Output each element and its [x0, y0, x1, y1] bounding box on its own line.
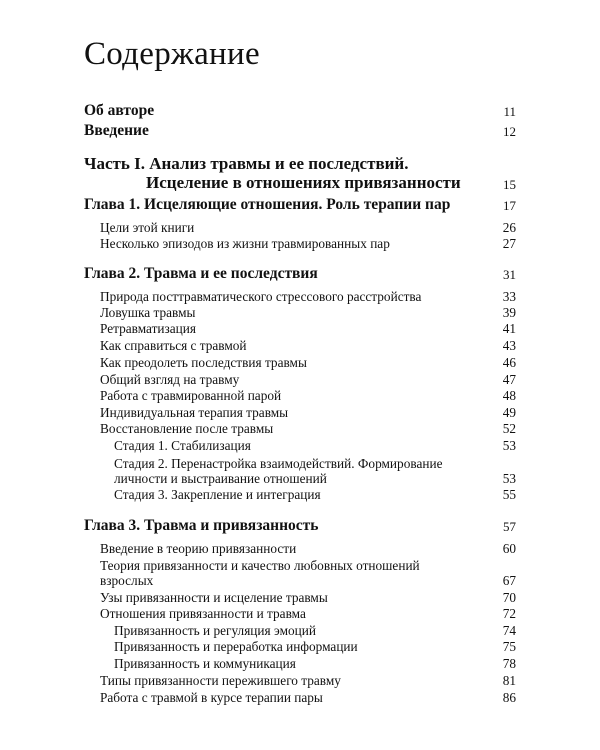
- section-label: Стадия 1. Стабилизация: [114, 438, 251, 453]
- entry-label: Об авторе: [84, 102, 155, 119]
- section-label: Как справиться с травмой: [100, 338, 247, 353]
- part-title-line-1: Часть I. Анализ травмы и ее последствий.: [84, 154, 409, 173]
- page-number: 47: [502, 372, 516, 387]
- section-label: Теория привязанности и качество любовных отношений: [100, 558, 420, 573]
- page-number: 74: [502, 623, 516, 638]
- page-number: 75: [502, 639, 516, 654]
- page-number: 26: [502, 220, 516, 235]
- section-label: Общий взгляд на травму: [100, 372, 240, 387]
- section-label: Работа с травмированной парой: [100, 388, 282, 403]
- page-number: 33: [502, 289, 516, 304]
- section-label: Ретравматизация: [100, 321, 197, 336]
- page-number: 60: [502, 541, 516, 556]
- section-label: Привязанность и переработка информации: [114, 639, 358, 654]
- section-label: Стадия 2. Перенастройка взаимодействий. Формирование: [114, 456, 443, 471]
- page-number: 67: [502, 573, 516, 588]
- page-number: 86: [502, 690, 516, 705]
- page-number: 70: [502, 590, 516, 605]
- page-number: 49: [502, 405, 516, 420]
- section-label: Работа с травмой в курсе терапии пары: [100, 690, 323, 705]
- section-label: Привязанность и регуляция эмоций: [114, 623, 316, 638]
- page-number: 48: [502, 388, 516, 403]
- page-number: 31: [503, 267, 516, 282]
- page-number: 46: [502, 355, 516, 370]
- page-number: 17: [503, 198, 516, 213]
- page-number: 11: [503, 104, 516, 119]
- chapter-title: Глава 3. Травма и привязанность: [84, 517, 319, 534]
- page-number: 43: [502, 338, 516, 353]
- page-number: 15: [503, 177, 516, 192]
- page-number: 53: [502, 471, 516, 486]
- section-label-line-2: личности и выстраивание отношений: [114, 471, 327, 486]
- chapter-title: Глава 2. Травма и ее последствия: [84, 265, 318, 282]
- section-label: Узы привязанности и исцеление травмы: [100, 590, 328, 605]
- entry-label: Введение: [84, 122, 149, 139]
- page-number: 72: [502, 606, 516, 621]
- section-label: Типы привязанности пережившего травму: [100, 673, 341, 688]
- section-label: Восстановление после травмы: [100, 421, 274, 436]
- page-title: Содержание: [84, 36, 260, 72]
- page-number: 78: [502, 656, 516, 671]
- page-number: 12: [503, 124, 516, 139]
- section-label: Как преодолеть последствия травмы: [100, 355, 307, 370]
- page-number: 55: [502, 487, 516, 502]
- page-number: 52: [502, 421, 516, 436]
- page-number: 41: [502, 321, 516, 336]
- section-label: Отношения привязанности и травма: [100, 606, 306, 621]
- page-number: 57: [503, 519, 516, 534]
- section-label: Введение в теорию привязанности: [100, 541, 297, 556]
- section-label: Цели этой книги: [100, 220, 195, 235]
- page-number: 53: [502, 438, 516, 453]
- section-label: Индивидуальная терапия травмы: [100, 405, 289, 420]
- section-label: Привязанность и коммуникация: [114, 656, 296, 671]
- section-label: Природа посттравматического стрессового расстройства: [100, 289, 422, 304]
- section-label-line-2: взрослых: [100, 573, 154, 588]
- page-number: 39: [502, 305, 516, 320]
- page-number: 81: [502, 673, 516, 688]
- page-number: 27: [502, 236, 516, 251]
- section-label: Несколько эпизодов из жизни травмированных пар: [100, 236, 390, 251]
- section-label: Ловушка травмы: [100, 305, 196, 320]
- section-label: Стадия 3. Закрепление и интеграция: [114, 487, 321, 502]
- part-title-line-2: Исцеление в отношениях привязанности: [146, 173, 461, 192]
- chapter-title: Глава 1. Исцеляющие отношения. Роль терапии пар: [84, 196, 451, 213]
